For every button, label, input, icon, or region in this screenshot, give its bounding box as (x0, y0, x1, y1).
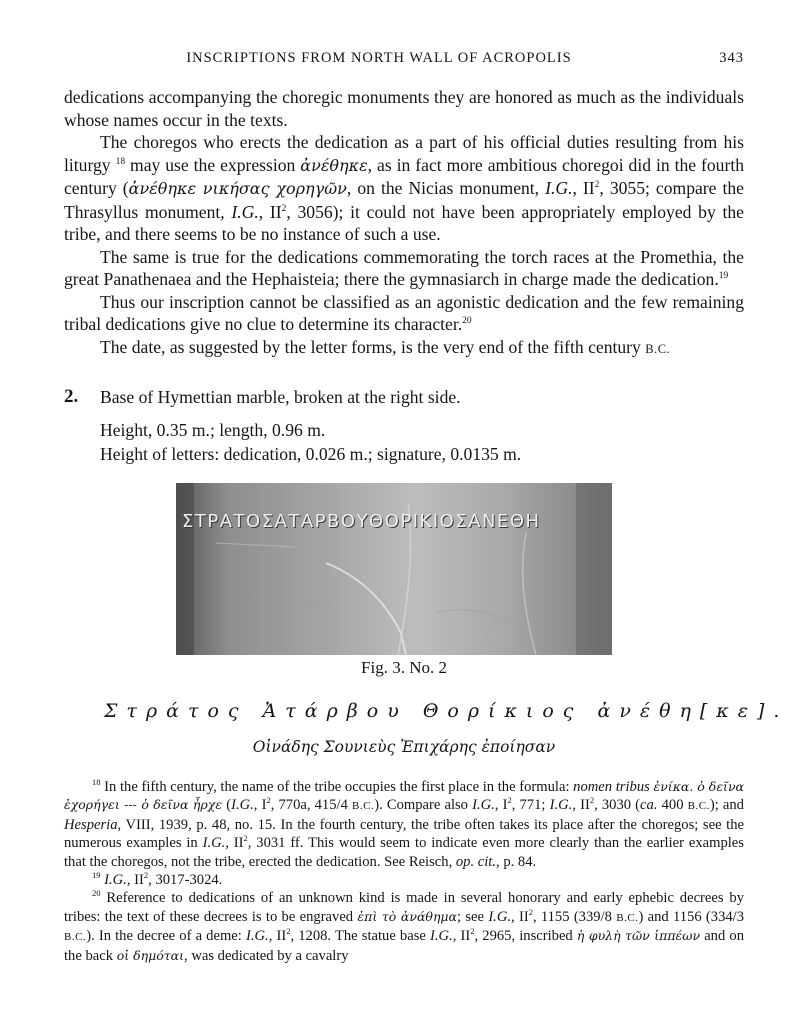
dimensions-letters: Height of letters: dedication, 0.026 m.; signature, 0.0135 m. (100, 444, 522, 464)
stone-texture (176, 483, 612, 655)
paragraph-4: Thus our inscription cannot be classified as an agonistic dedication and the few remaining tribal dedications give no clue to determine its character.$^{20}$ (64, 291, 744, 334)
inscription-photo (176, 483, 612, 655)
paragraph-3: The same is true for the dedications commemorating the torch races at the Promethia, the great Panathenaea and the Hephaisteia; there the gymnasiarch in charge made the dedication.$^{19}$ (64, 246, 744, 289)
transcription-dedication: Στράτος Ἀτάρβου Θορίκιος ἀνέθη[κε]. (104, 700, 789, 722)
footnote-19: $^{19}$ I.G., $II^2$, 3017-3024. (92, 870, 223, 889)
footnote-ref-18[interactable]: 18 (115, 156, 126, 167)
footnote-20: $^{20}$ Reference to dedications of an unknown kind is made in several honorary and early ephebic decrees by tribes: the text of these decrees is to be engraved ἐπὶ τὸ ἀνάθημα; see I.G., $II^2$, 1155 (339/8 B.C.) and 1156 (334/3 B.C.). In the decree of a deme: I.G., $II^2$, 1208. The statue base I.G., $II^2$, 2965, inscribed ἡ φυλὴ τῶν ἱππέων and on the back οἱ δημόται, was dedicated by a cavalry (64, 888, 745, 964)
greek-phrase: ἀνέθηκε νικήσας χορηγῶν (128, 179, 347, 198)
paragraph-1 (64, 86, 744, 131)
transcription-signature: Οἰνάδης Σουνιεὺς Ἐπιχάρης ἐποίησαν (252, 738, 556, 756)
footnotes (64, 778, 744, 965)
figure-caption: Fig. 3. No. 2 (361, 658, 447, 677)
dimensions-height: Height, 0.35 m.; length, 0.96 m. (100, 420, 326, 440)
section-description: Base of Hymettian marble, broken at the right side. (100, 387, 461, 407)
footnote-ref-20[interactable]: 20 (462, 316, 472, 326)
footnote-18: $^{18}$ In the fifth century, the name of the tribe occupies the first place in the formula: nomen tribus ἐνίκα. ὁ δεῖνα ἐχορήγει --- ὁ δεῖνα ἦρχε (I.G., $I^2$, 770a, 415/4 B.C.). Compare also I.G., $I^2$, 771; I.G., $II^2$, 3030 (ca. 400 B.C.); and Hesperia, VIII, 1939, p. 48, no. 15. In the fourth century, the tribe often takes its place after the choregos; see the numerous examples in I.G., $II^2$, 3031 ff. This would seem to indicate even more clearly than the earlier examples that the choregos, not the tribe, erected the dedication. See Reisch, op. cit., p. 84. (64, 777, 744, 870)
section-number: 2. (64, 386, 79, 407)
paragraph-2: The choregos who erects the dedication as a part of his official duties resulting from his liturgy $^{18}$ may use the expression ἀνέθηκε, as in fact more ambitious choregoi did in the fourth century (ἀνέθηκε νικήσας χορηγῶν, on the Nicias monument, I.G., $II^2$, 3055; compare the Thrasyllus monument, I.G., $II^2$, 3056); it could not have been appropriately employed by the tribe, and there seems to be no instance of such a use. (64, 132, 745, 244)
page-number: 343 (719, 50, 744, 66)
running-title: INSCRIPTIONS FROM NORTH WALL OF ACROPOLIS (186, 50, 572, 66)
greek-phrase: ἀνέθηκε (300, 155, 368, 175)
paragraph-1-text: dedications accompanying the choregic monuments they are honored as much as the individuals whose names occur in the texts. (64, 87, 744, 130)
running-header (64, 50, 744, 72)
footnote-ref-19[interactable]: 19 (718, 271, 729, 281)
inscribed-letters: ΣΤΡΑΤΟΣΑΤΑΡΒΟΥΘΟΡΙΚΙΟΣΑΝΕΘΗ (182, 511, 541, 532)
paragraph-5: The date, as suggested by the letter forms, is the very end of the fifth century B.C. (100, 336, 671, 357)
body-text (64, 86, 744, 360)
